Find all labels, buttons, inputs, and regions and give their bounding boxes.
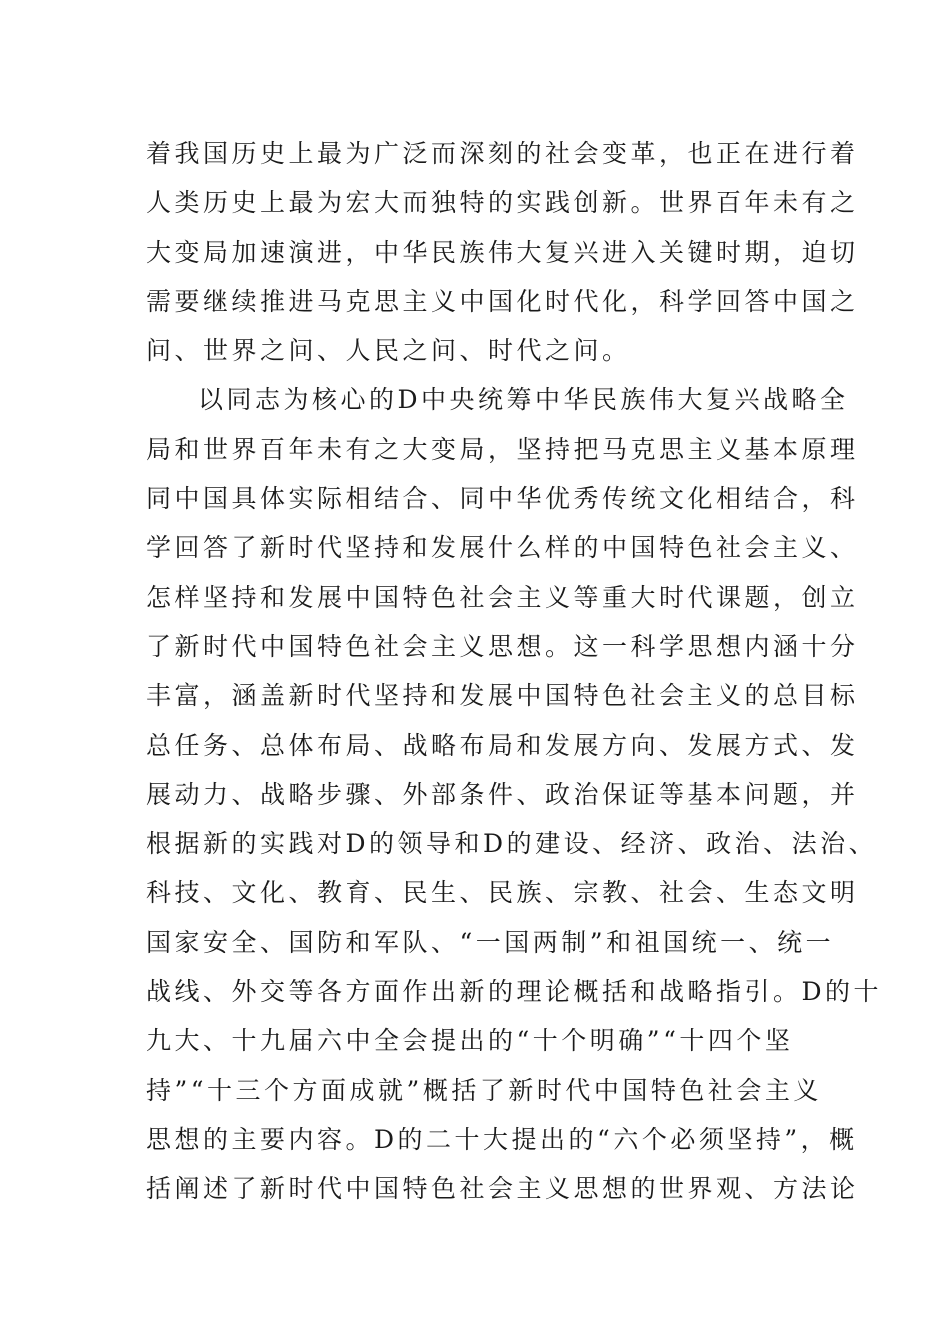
text-line: 学回答了新时代坚持和发展什么样的中国特色社会主义、	[146, 533, 859, 563]
body-text	[146, 129, 883, 1214]
text-line: 括阐述了新时代中国特色社会主义思想的世界观、方法论	[146, 1174, 859, 1204]
text-line: 持”“十三个方面成就”概括了新时代中国特色社会主义	[146, 1075, 822, 1105]
text-line: 思想的主要内容。D的二十大提出的“六个必须坚持”，概	[146, 1124, 858, 1154]
paragraph-1	[146, 129, 859, 375]
text-line: 着我国历史上最为广泛而深刻的社会变革，也正在进行着	[146, 139, 859, 168]
text-line: 总任务、总体布局、战略布局和发展方向、发展方式、发	[146, 730, 859, 760]
text-line: 大变局加速演进，中华民族伟大复兴进入关键时期，迫切	[146, 237, 859, 267]
text-line: 展动力、战略步骤、外部条件、政治保证等基本问题，并	[146, 779, 859, 809]
text-line: 丰富，涵盖新时代坚持和发展中国特色社会主义的总目标	[146, 681, 859, 711]
text-line: 需要继续推进马克思主义中国化时代化，科学回答中国之	[146, 286, 859, 316]
text-line: 国家安全、国防和军队、“一国两制”和祖国统一、统一	[146, 927, 835, 957]
text-line: 科技、文化、教育、民生、民族、宗教、社会、生态文明	[146, 878, 859, 908]
text-line: 怎样坚持和发展中国特色社会主义等重大时代课题，创立	[146, 582, 859, 612]
text-line: 战线、外交等各方面作出新的理论概括和战略指引。D的十	[146, 977, 883, 1007]
text-line: 同中国具体实际相结合、同中华优秀传统文化相结合，科	[146, 484, 859, 514]
text-line: 问、世界之问、人民之问、时代之问。	[146, 336, 631, 366]
text-line: 九大、十九届六中全会提出的“十个明确”“十四个坚	[146, 1026, 794, 1056]
text-line: 以同志为核心的D中央统筹中华民族伟大复兴战略全	[198, 385, 849, 415]
text-line: 局和世界百年未有之大变局，坚持把马克思主义基本原理	[146, 434, 859, 464]
text-line: 人类历史上最为宏大而独特的实践创新。世界百年未有之	[146, 188, 859, 218]
paragraph-2	[146, 375, 883, 1213]
text-line: 根据新的实践对D的领导和D的建设、经济、政治、法治、	[146, 829, 878, 859]
text-line: 了新时代中国特色社会主义思想。这一科学思想内涵十分	[146, 631, 859, 661]
